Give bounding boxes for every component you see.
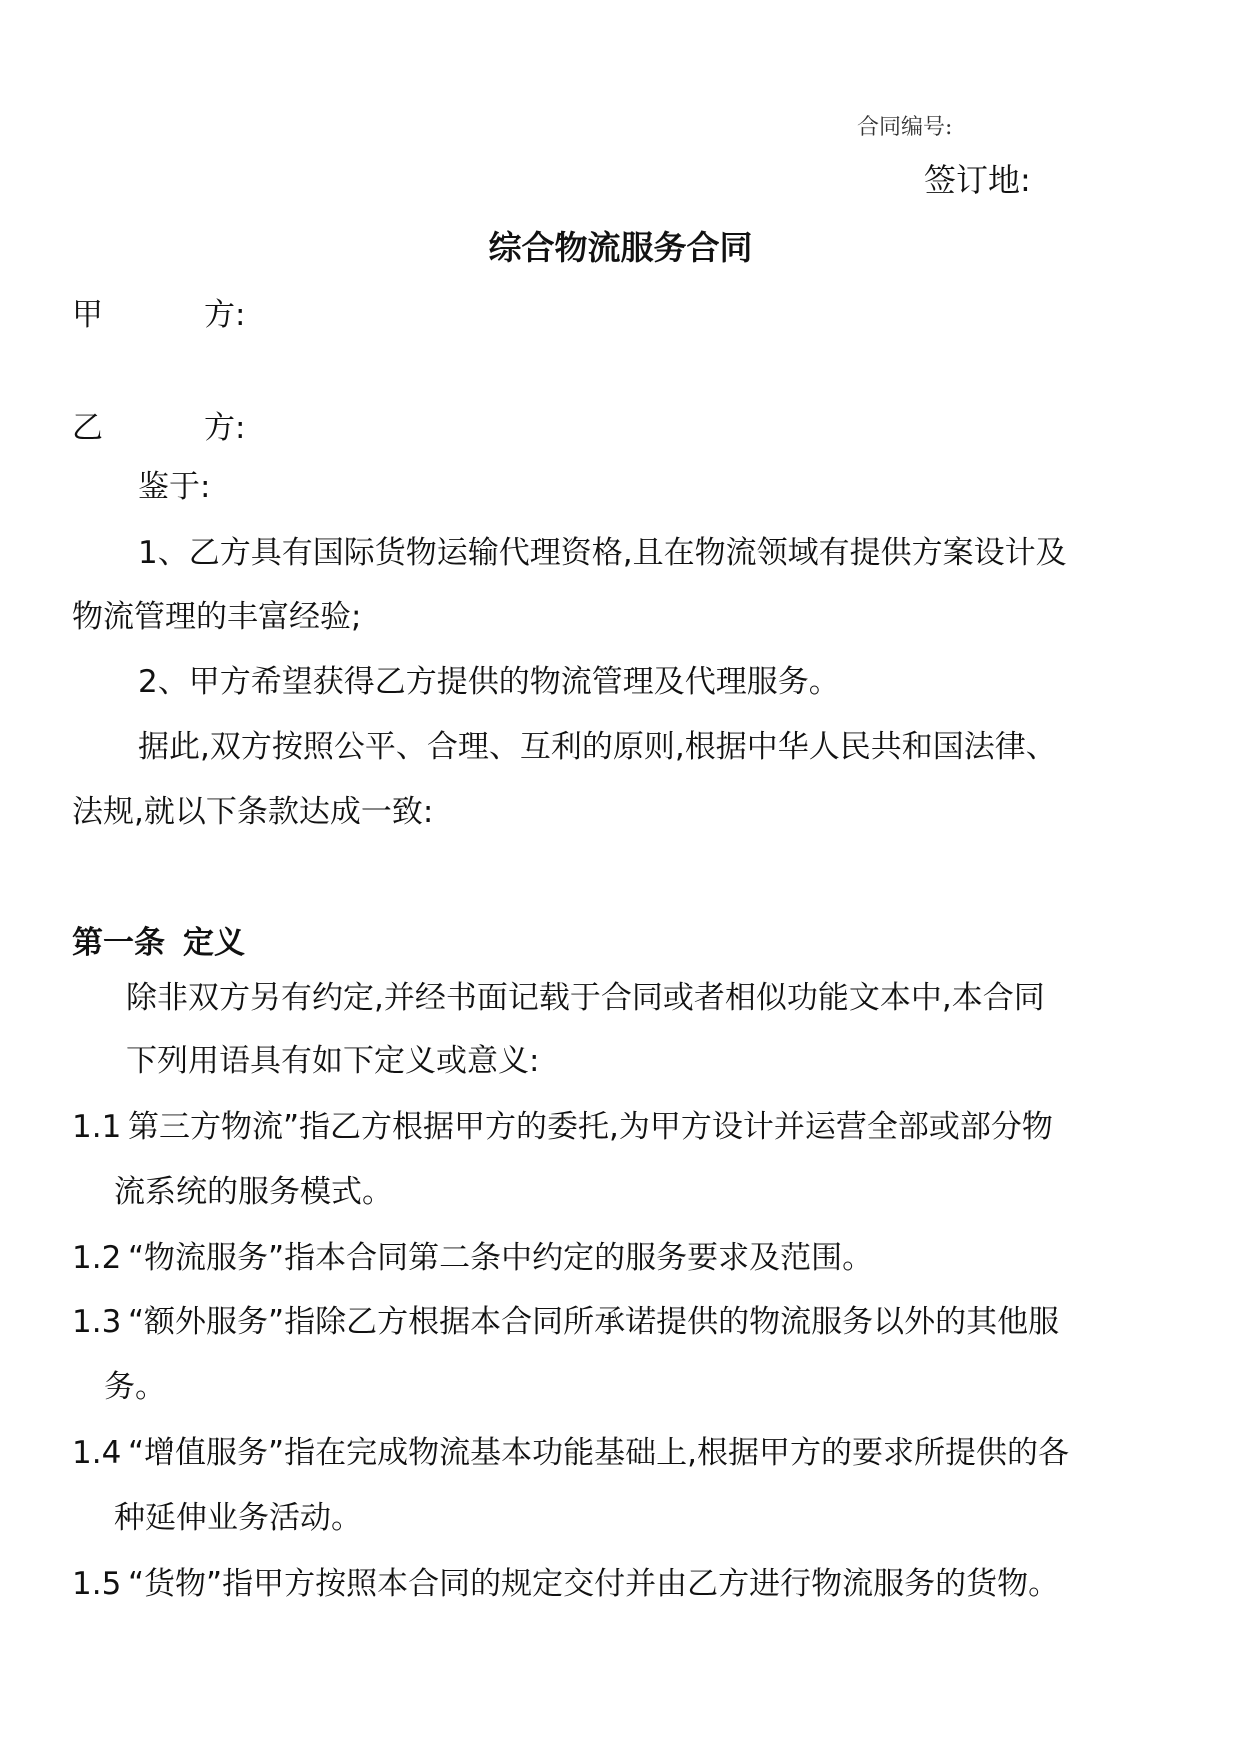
agreement-line-1: 据此,双方按照公平、合理、互利的原则,根据中华人民共和国法律、 bbox=[138, 729, 1057, 765]
term-1-3 bbox=[72, 1302, 1059, 1342]
contract-number-label: 合同编号: bbox=[857, 115, 953, 140]
term-1-2 bbox=[72, 1238, 873, 1278]
party-b-label: 乙 bbox=[72, 410, 103, 446]
term-number: 1.2 bbox=[72, 1240, 122, 1276]
term-text: “额外服务”指除乙方根据本合同所承诺提供的物流服务以外的其他服 bbox=[128, 1304, 1060, 1340]
party-b-row bbox=[72, 402, 245, 447]
whereas-item-2: 2、甲方希望获得乙方提供的物流管理及代理服务。 bbox=[138, 664, 840, 700]
term-1-4-continuation: 种延伸业务活动。 bbox=[114, 1500, 362, 1536]
term-text: “增值服务”指在完成物流基本功能基础上,根据甲方的要求所提供的各 bbox=[128, 1435, 1069, 1471]
article-1-title: 定义 bbox=[183, 925, 245, 961]
article-1-heading bbox=[72, 917, 245, 962]
agreement-line-2: 法规,就以下条款达成一致: bbox=[72, 794, 434, 830]
party-b-suffix: 方: bbox=[204, 410, 246, 446]
whereas-item-1-line-2: 物流管理的丰富经验; bbox=[72, 599, 362, 635]
term-number: 1.3 bbox=[72, 1304, 122, 1340]
term-text: “物流服务”指本合同第二条中约定的服务要求及范围。 bbox=[128, 1240, 874, 1276]
term-text: “货物”指甲方按照本合同的规定交付并由乙方进行物流服务的货物。 bbox=[128, 1566, 1060, 1602]
signing-place-label: 签订地: bbox=[924, 161, 1031, 199]
term-1-4 bbox=[72, 1433, 1069, 1473]
term-number: 1.4 bbox=[72, 1435, 122, 1471]
term-1-3-continuation: 务。 bbox=[104, 1369, 166, 1405]
whereas-label: 鉴于: bbox=[138, 469, 211, 505]
article-1-intro-line-1: 除非双方另有约定,并经书面记载于合同或者相似功能文本中,本合同 bbox=[126, 980, 1045, 1016]
term-1-1 bbox=[72, 1107, 1053, 1147]
party-a-suffix: 方: bbox=[204, 297, 246, 333]
term-text: 第三方物流”指乙方根据甲方的委托,为甲方设计并运营全部或部分物 bbox=[128, 1109, 1053, 1145]
whereas-item-1-line-1: 1、乙方具有国际货物运输代理资格,且在物流领域有提供方案设计及 bbox=[138, 535, 1067, 571]
party-a-row bbox=[72, 289, 245, 334]
term-1-5 bbox=[72, 1564, 1059, 1604]
article-1-number: 第一条 bbox=[72, 925, 165, 961]
term-number: 1.5 bbox=[72, 1566, 122, 1602]
document-title: 综合物流服务合同 bbox=[488, 228, 753, 267]
term-1-1-continuation: 流系统的服务模式。 bbox=[114, 1174, 393, 1210]
party-a-label: 甲 bbox=[72, 297, 103, 333]
article-1-intro-line-2: 下列用语具有如下定义或意义: bbox=[126, 1043, 540, 1079]
term-number: 1.1 bbox=[72, 1109, 122, 1145]
